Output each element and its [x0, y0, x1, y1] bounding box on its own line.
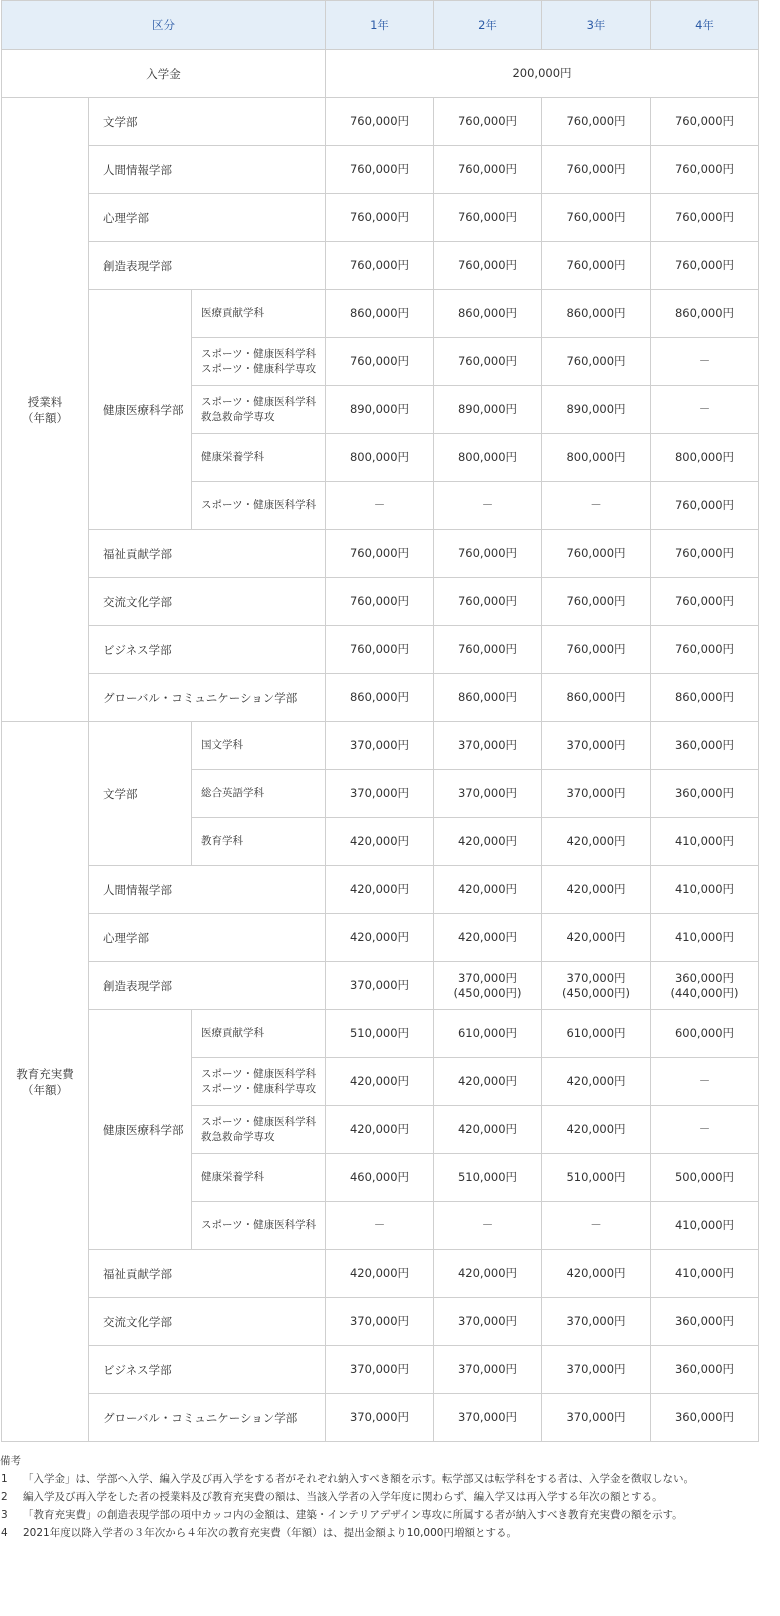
amount-year-3: 760,000円	[542, 194, 651, 242]
note-item	[0, 1470, 780, 1488]
education-row	[2, 1010, 759, 1058]
header-category: 区分	[2, 1, 326, 50]
note-text: 「教育充実費」の創造表現学部の項中カッコ内の金額は、建築・インテリアデザイン専攻に所属する者が納入すべき教育充実費の額を示す。	[23, 1509, 683, 1521]
header-year-3: 3年	[542, 1, 651, 50]
amount-year-3: 420,000円	[542, 1106, 651, 1154]
education-row	[2, 1394, 759, 1442]
amount-year-1: 370,000円	[326, 770, 434, 818]
amount-year-2: 370,000円	[434, 770, 542, 818]
amount-year-1	[326, 962, 434, 1010]
note-item	[0, 1524, 780, 1542]
note-text: 「入学金」は、学部へ入学、編入学及び再入学をする者がそれぞれ納入すべき額を示す。転学部又は転学科をする者は、入学金を徴収しない。	[23, 1473, 694, 1485]
amount-year-3	[542, 962, 651, 1010]
department-major: スポーツ・健康科学専攻	[201, 1082, 317, 1095]
department-name: スポーツ・健康医科学科	[201, 395, 317, 408]
header-row	[2, 1, 759, 50]
amount-year-3: 860,000円	[542, 674, 651, 722]
amount-year-4: －	[651, 1106, 759, 1154]
department-name: スポーツ・健康医科学科	[201, 499, 317, 511]
amount-year-3: 890,000円	[542, 386, 651, 434]
amount-year-4: 500,000円	[651, 1154, 759, 1202]
education-row	[2, 962, 759, 1010]
amount-year-4: 360,000円	[651, 722, 759, 770]
amount-year-1: 760,000円	[326, 578, 434, 626]
faculty-name: 人間情報学部	[89, 866, 326, 914]
amount-alt-value: (450,000円)	[561, 985, 631, 1000]
amount-year-1: 860,000円	[326, 674, 434, 722]
amount-year-3: 420,000円	[542, 866, 651, 914]
faculty-name: ビジネス学部	[89, 626, 326, 674]
amount-year-3: 370,000円	[542, 1394, 651, 1442]
amount-year-4: 410,000円	[651, 1202, 759, 1250]
amount-year-1: －	[326, 1202, 434, 1250]
note-item	[0, 1488, 780, 1506]
faculty-name: グローバル・コミュニケーション学部	[89, 674, 326, 722]
amount-year-1: 370,000円	[326, 1346, 434, 1394]
department-name: 医療貢献学科	[201, 307, 264, 319]
amount-year-3: 420,000円	[542, 1058, 651, 1106]
amount-year-2: 860,000円	[434, 674, 542, 722]
amount-year-2: 760,000円	[434, 626, 542, 674]
education-label-line1: 教育充実費	[16, 1066, 74, 1081]
amount-year-2: 420,000円	[434, 1250, 542, 1298]
amount-year-2: 420,000円	[434, 1106, 542, 1154]
amount-year-4: 760,000円	[651, 194, 759, 242]
tuition-category-label	[2, 98, 89, 722]
faculty-name: 創造表現学部	[89, 962, 326, 1010]
amount-year-1: 420,000円	[326, 818, 434, 866]
amount-year-3: 610,000円	[542, 1010, 651, 1058]
amount-year-3: 760,000円	[542, 530, 651, 578]
amount-year-2: 370,000円	[434, 1298, 542, 1346]
amount-year-4: 360,000円	[651, 1346, 759, 1394]
education-category-label	[2, 722, 89, 1442]
department-label	[192, 338, 326, 386]
amount-year-2: 420,000円	[434, 914, 542, 962]
amount-year-1: 760,000円	[326, 146, 434, 194]
amount-year-4: 760,000円	[651, 578, 759, 626]
amount-year-3: 370,000円	[542, 1298, 651, 1346]
amount-year-4: 760,000円	[651, 242, 759, 290]
amount-year-2: 760,000円	[434, 146, 542, 194]
fee-table	[1, 0, 759, 1442]
department-label	[192, 1202, 326, 1250]
notes-title: 備考	[0, 1455, 21, 1467]
amount-year-4: 760,000円	[651, 482, 759, 530]
amount-year-2: 370,000円	[434, 1346, 542, 1394]
amount-year-1: 760,000円	[326, 98, 434, 146]
amount-year-2: 420,000円	[434, 818, 542, 866]
amount-year-1: 420,000円	[326, 1106, 434, 1154]
amount-value: 370,000円	[566, 970, 626, 985]
department-name: スポーツ・健康医科学科	[201, 1115, 317, 1128]
note-number: 3	[1, 1509, 8, 1521]
amount-year-1: 760,000円	[326, 194, 434, 242]
amount-year-1: －	[326, 482, 434, 530]
department-label	[192, 1106, 326, 1154]
tuition-row	[2, 242, 759, 290]
amount-year-1: 420,000円	[326, 1058, 434, 1106]
header-year-4: 4年	[651, 1, 759, 50]
amount-year-1: 760,000円	[326, 242, 434, 290]
amount-year-2: 370,000円	[434, 722, 542, 770]
enrollment-row	[2, 50, 759, 98]
amount-year-1: 420,000円	[326, 914, 434, 962]
amount-year-2: －	[434, 482, 542, 530]
note-number: 4	[1, 1527, 8, 1539]
amount-year-1: 890,000円	[326, 386, 434, 434]
faculty-name: 交流文化学部	[89, 578, 326, 626]
note-number: 2	[1, 1491, 8, 1503]
faculty-name: 人間情報学部	[89, 146, 326, 194]
amount-year-3: －	[542, 1202, 651, 1250]
note-item	[0, 1506, 780, 1524]
department-major: 救急救命学専攻	[201, 1130, 275, 1143]
faculty-name: 文学部	[89, 722, 192, 866]
amount-year-3: 800,000円	[542, 434, 651, 482]
amount-year-3: 760,000円	[542, 98, 651, 146]
department-name: スポーツ・健康医科学科	[201, 1067, 317, 1080]
amount-year-2: 760,000円	[434, 530, 542, 578]
note-number: 1	[1, 1473, 8, 1485]
amount-year-2: 420,000円	[434, 866, 542, 914]
amount-year-2: 420,000円	[434, 1058, 542, 1106]
education-row	[2, 1250, 759, 1298]
tuition-row	[2, 146, 759, 194]
amount-year-3: 510,000円	[542, 1154, 651, 1202]
amount-alt-value: (440,000円)	[670, 985, 739, 1000]
note-text: 編入学及び再入学をした者の授業料及び教育充実費の額は、当該入学者の入学年度に関わらず、編入学又は再入学する年次の額とする。	[23, 1491, 663, 1503]
amount-year-4: 410,000円	[651, 818, 759, 866]
amount-year-4: 360,000円	[651, 770, 759, 818]
amount-year-4: －	[651, 1058, 759, 1106]
header-year-1: 1年	[326, 1, 434, 50]
amount-year-2: 760,000円	[434, 338, 542, 386]
amount-year-3: 760,000円	[542, 146, 651, 194]
faculty-name: 心理学部	[89, 194, 326, 242]
faculty-name: 文学部	[89, 98, 326, 146]
amount-year-4: 800,000円	[651, 434, 759, 482]
faculty-name: 福祉貢献学部	[89, 1250, 326, 1298]
amount-year-3: 370,000円	[542, 1346, 651, 1394]
tuition-row	[2, 98, 759, 146]
amount-year-3: 370,000円	[542, 770, 651, 818]
department-name: スポーツ・健康医科学科	[201, 347, 317, 360]
tuition-row	[2, 530, 759, 578]
department-label	[192, 434, 326, 482]
department-label	[192, 386, 326, 434]
amount-year-4: 860,000円	[651, 290, 759, 338]
amount-year-1: 370,000円	[326, 722, 434, 770]
amount-year-1: 420,000円	[326, 1250, 434, 1298]
amount-year-4: 760,000円	[651, 530, 759, 578]
department-label	[192, 1154, 326, 1202]
amount-year-3: －	[542, 482, 651, 530]
department-label	[192, 290, 326, 338]
department-label	[192, 482, 326, 530]
education-row	[2, 914, 759, 962]
amount-year-3: 420,000円	[542, 914, 651, 962]
amount-year-4: 360,000円	[651, 1394, 759, 1442]
amount-year-1: 760,000円	[326, 626, 434, 674]
department-name: スポーツ・健康医科学科	[201, 1219, 317, 1231]
amount-alt-value: (450,000円)	[453, 985, 522, 1000]
amount-year-4: 410,000円	[651, 1250, 759, 1298]
faculty-name: 福祉貢献学部	[89, 530, 326, 578]
department-name: 教育学科	[201, 835, 243, 847]
education-label-line2: （年額）	[22, 1082, 68, 1097]
department-name: 健康栄養学科	[201, 1171, 264, 1183]
enrollment-amount: 200,000円	[326, 50, 759, 98]
amount-year-4: 760,000円	[651, 626, 759, 674]
tuition-row	[2, 194, 759, 242]
amount-year-4: 760,000円	[651, 98, 759, 146]
education-row	[2, 866, 759, 914]
tuition-label-line1: 授業料	[27, 394, 63, 409]
department-label	[192, 1010, 326, 1058]
amount-year-4: －	[651, 338, 759, 386]
amount-year-1: 860,000円	[326, 290, 434, 338]
amount-year-2: 760,000円	[434, 578, 542, 626]
faculty-name: 心理学部	[89, 914, 326, 962]
amount-year-4: 410,000円	[651, 866, 759, 914]
amount-year-2: 760,000円	[434, 194, 542, 242]
amount-year-1: 760,000円	[326, 530, 434, 578]
department-name: 健康栄養学科	[201, 451, 264, 463]
tuition-row	[2, 290, 759, 338]
amount-year-2: 610,000円	[434, 1010, 542, 1058]
department-major: スポーツ・健康科学専攻	[201, 362, 317, 375]
amount-year-1: 800,000円	[326, 434, 434, 482]
amount-year-3: 860,000円	[542, 290, 651, 338]
department-name: 国文学科	[201, 739, 243, 751]
amount-year-3: 760,000円	[542, 578, 651, 626]
amount-year-3: 760,000円	[542, 242, 651, 290]
tuition-row	[2, 674, 759, 722]
department-major: 救急救命学専攻	[201, 410, 275, 423]
amount-year-1: 420,000円	[326, 866, 434, 914]
amount-year-2	[434, 962, 542, 1010]
amount-year-4: 410,000円	[651, 914, 759, 962]
faculty-name: ビジネス学部	[89, 1346, 326, 1394]
amount-year-4: 860,000円	[651, 674, 759, 722]
amount-year-1: 370,000円	[326, 1298, 434, 1346]
amount-year-1: 760,000円	[326, 338, 434, 386]
amount-value: 370,000円	[349, 978, 410, 992]
department-label	[192, 722, 326, 770]
education-row	[2, 1346, 759, 1394]
amount-year-2: 760,000円	[434, 98, 542, 146]
faculty-name: 交流文化学部	[89, 1298, 326, 1346]
education-row	[2, 1298, 759, 1346]
amount-year-2: 760,000円	[434, 242, 542, 290]
amount-year-1: 460,000円	[326, 1154, 434, 1202]
amount-year-4: 360,000円	[651, 1298, 759, 1346]
faculty-name: 健康医療科学部	[89, 290, 192, 530]
header-year-2: 2年	[434, 1, 542, 50]
amount-year-4: －	[651, 386, 759, 434]
faculty-name: 健康医療科学部	[89, 1010, 192, 1250]
amount-value: 360,000円	[674, 970, 735, 985]
department-name: 医療貢献学科	[201, 1027, 264, 1039]
faculty-name: 創造表現学部	[89, 242, 326, 290]
notes	[0, 1452, 780, 1542]
amount-year-2: －	[434, 1202, 542, 1250]
amount-year-3: 760,000円	[542, 626, 651, 674]
amount-year-2: 370,000円	[434, 1394, 542, 1442]
amount-year-2: 860,000円	[434, 290, 542, 338]
amount-year-4: 600,000円	[651, 1010, 759, 1058]
department-label	[192, 770, 326, 818]
amount-year-2: 800,000円	[434, 434, 542, 482]
amount-year-1: 510,000円	[326, 1010, 434, 1058]
amount-value: 370,000円	[457, 970, 518, 985]
amount-year-2: 510,000円	[434, 1154, 542, 1202]
tuition-row	[2, 626, 759, 674]
tuition-label-line2: （年額）	[22, 410, 68, 425]
education-row	[2, 722, 759, 770]
amount-year-4: 760,000円	[651, 146, 759, 194]
tuition-row	[2, 578, 759, 626]
amount-year-3: 420,000円	[542, 1250, 651, 1298]
amount-year-1: 370,000円	[326, 1394, 434, 1442]
department-label	[192, 1058, 326, 1106]
note-text: 2021年度以降入学者の３年次から４年次の教育充実費（年額）は、提出金額より10,000円増額とする。	[23, 1527, 517, 1539]
department-label	[192, 818, 326, 866]
amount-year-4	[651, 962, 759, 1010]
amount-year-3: 760,000円	[542, 338, 651, 386]
enrollment-label: 入学金	[2, 50, 326, 98]
amount-year-3: 370,000円	[542, 722, 651, 770]
amount-year-2: 890,000円	[434, 386, 542, 434]
amount-year-3: 420,000円	[542, 818, 651, 866]
faculty-name: グローバル・コミュニケーション学部	[89, 1394, 326, 1442]
department-name: 総合英語学科	[201, 787, 264, 799]
